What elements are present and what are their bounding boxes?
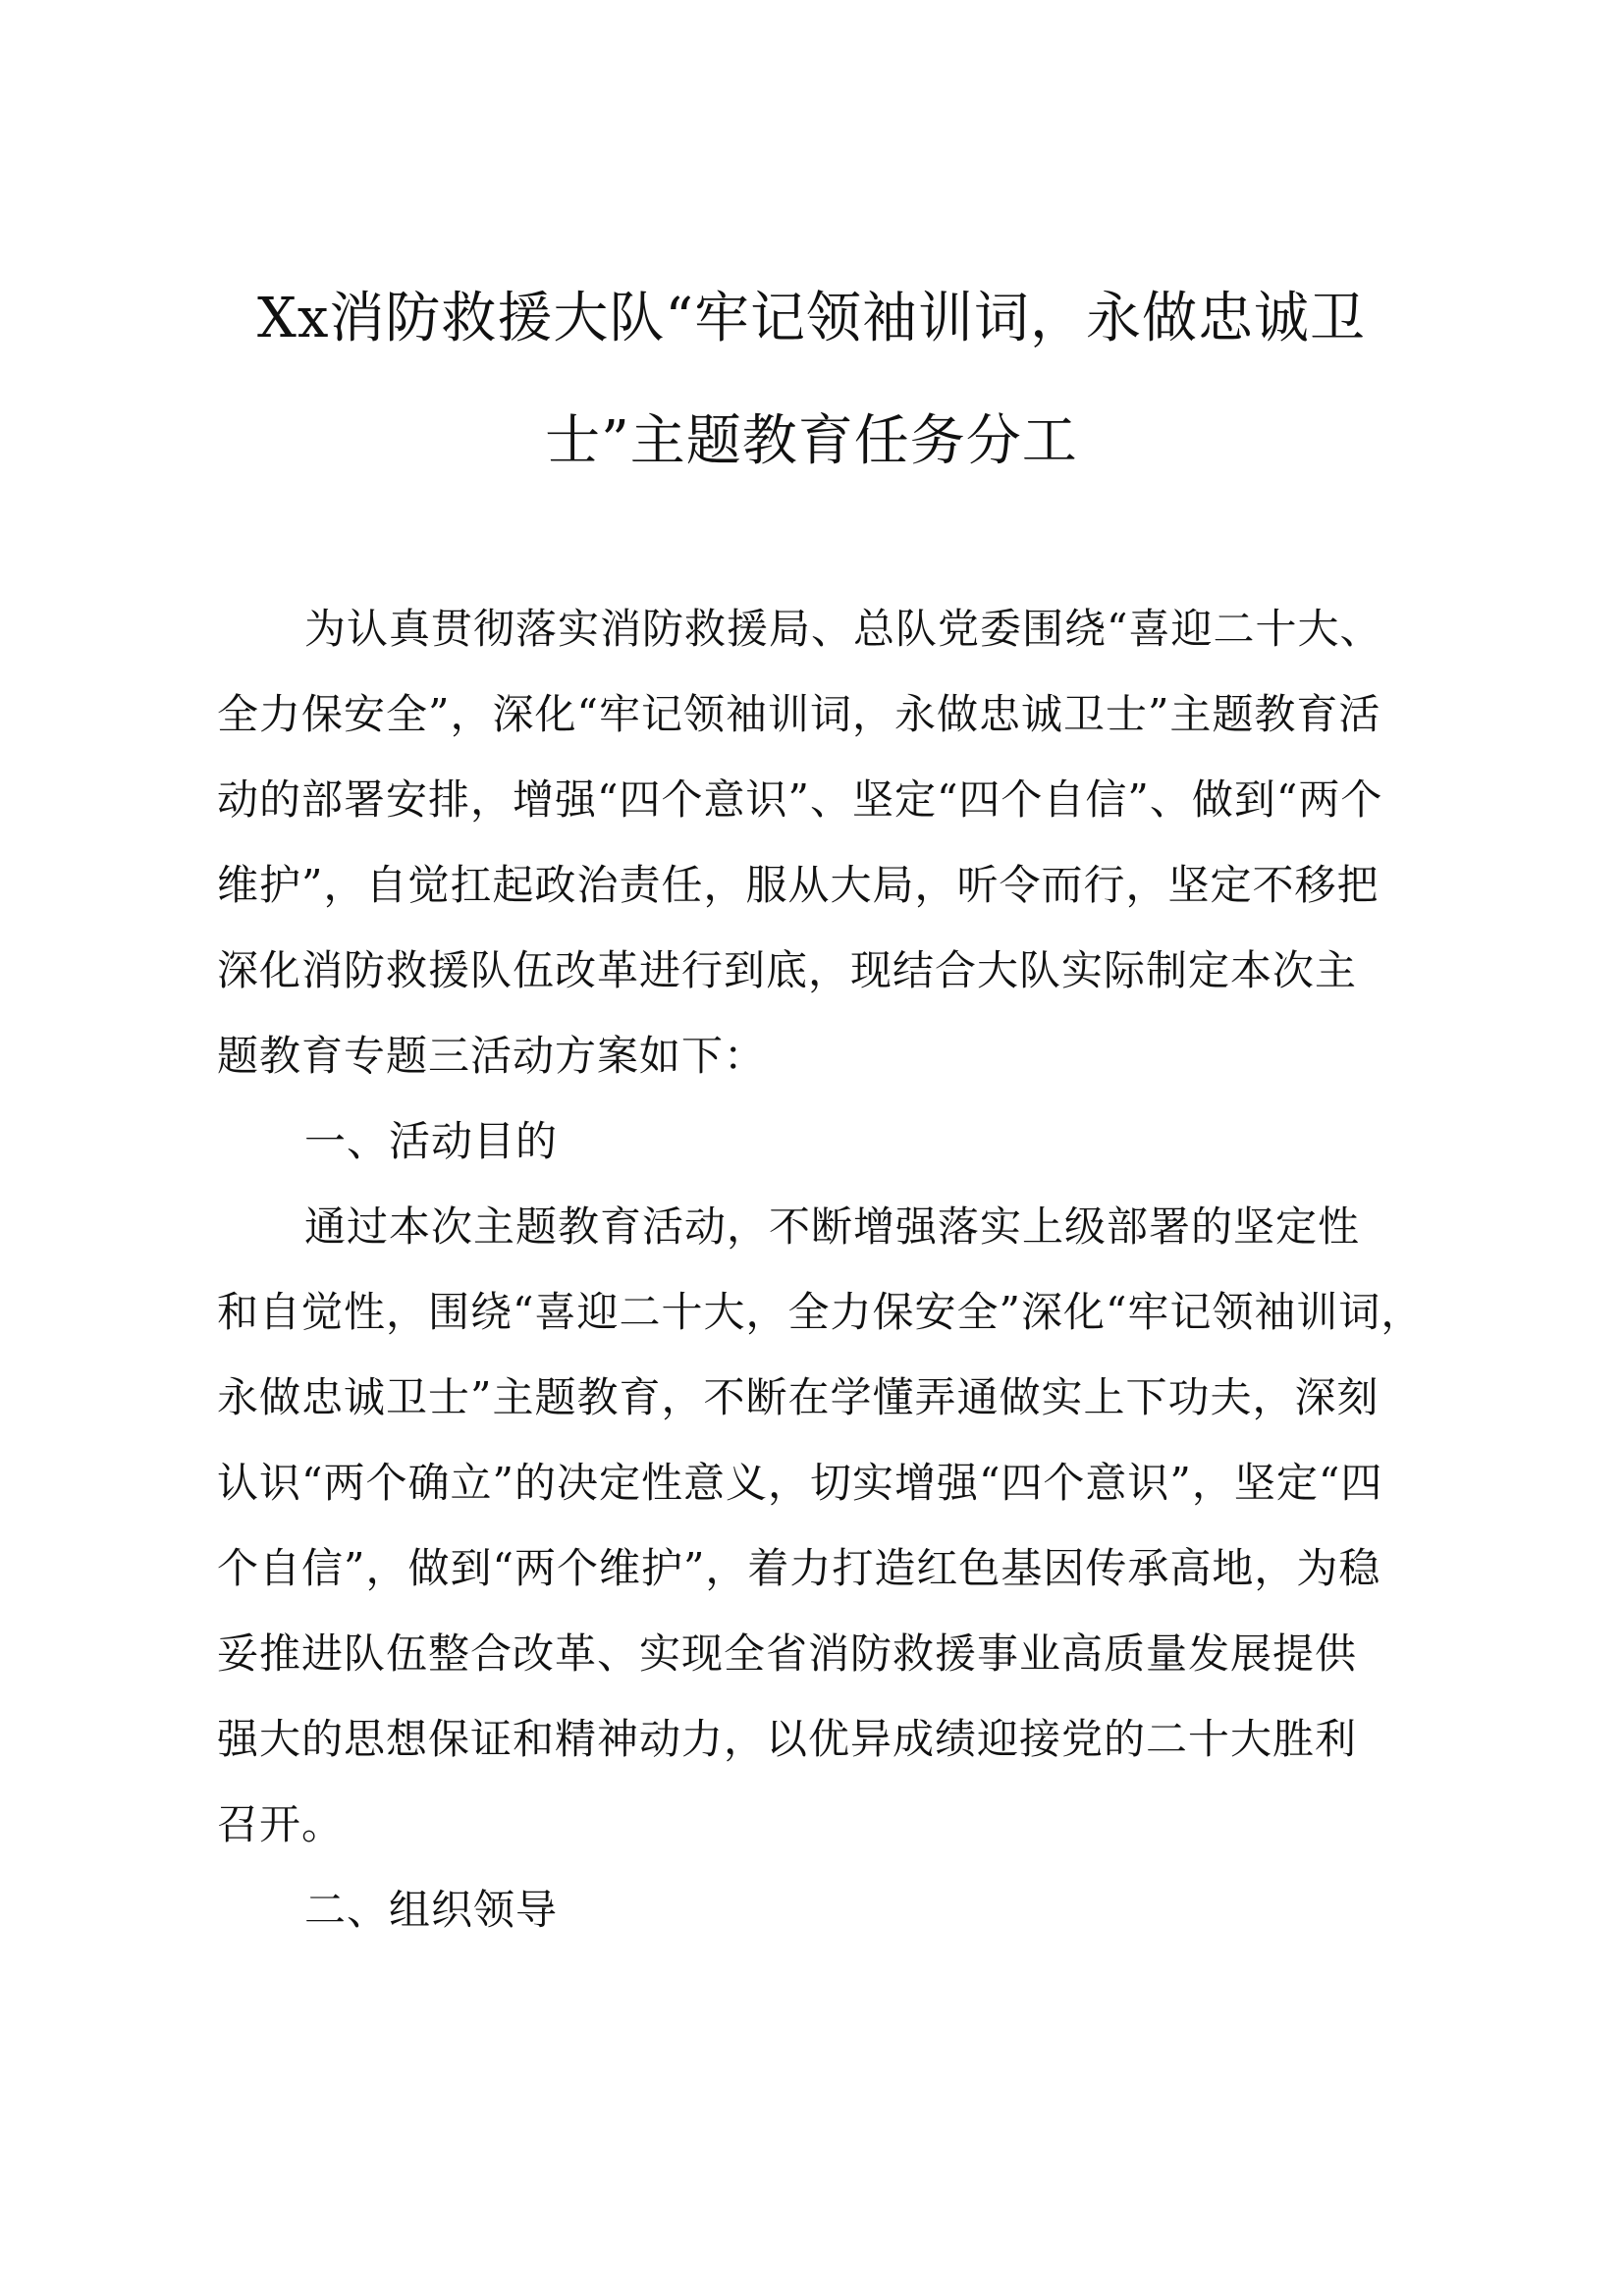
paragraph-line: 题教育专题三活动方案如下： [217, 1032, 767, 1080]
document-title-line-2: 士”主题教育任务分工 [545, 409, 1078, 473]
paragraph-line: 动的部署安排，增强“四个意识”、坚定“四个自信”、做到“两个 [217, 775, 1383, 824]
paragraph-line: 个自信”，做到“两个维护”，着力打造红色基因传承高地，为稳 [217, 1544, 1381, 1592]
paragraph-line: 召开。 [217, 1800, 345, 1848]
document-title-line-1: Xx消防救援大队“牢记领袖训词，永做忠诚卫 [256, 287, 1367, 350]
paragraph-line: 永做忠诚卫士”主题教育，不断在学懂弄通做实上下功夫，深刻 [217, 1373, 1380, 1421]
paragraph-line: 妥推进队伍整合改革、实现全省消防救援事业高质量发展提供 [217, 1629, 1358, 1678]
paragraph-line: 深化消防救援队伍改革进行到底，现结合大队实际制定本次主 [217, 946, 1358, 994]
paragraph-line: 强大的思想保证和精神动力，以优异成绩迎接党的二十大胜利 [217, 1715, 1358, 1763]
section-heading: 一、活动目的 [304, 1117, 559, 1165]
paragraph-line: 通过本次主题教育活动，不断增强落实上级部署的坚定性 [304, 1202, 1361, 1251]
paragraph-line: 和自觉性，围绕“喜迎二十大，全力保安全”深化“牢记领袖训词， [217, 1288, 1424, 1336]
paragraph-line: 全力保安全”，深化“牢记领袖训词，永做忠诚卫士”主题教育活 [217, 690, 1381, 738]
paragraph-line: 认识“两个确立”的决定性意义，切实增强“四个意识”，坚定“四 [217, 1459, 1383, 1507]
section-heading: 二、组织领导 [304, 1886, 559, 1934]
paragraph-line: 为认真贯彻落实消防救援局、总队党委围绕“喜迎二十大、 [304, 605, 1382, 653]
paragraph-line: 维护”，自觉扛起政治责任，服从大局，听令而行，坚定不移把 [217, 861, 1380, 909]
